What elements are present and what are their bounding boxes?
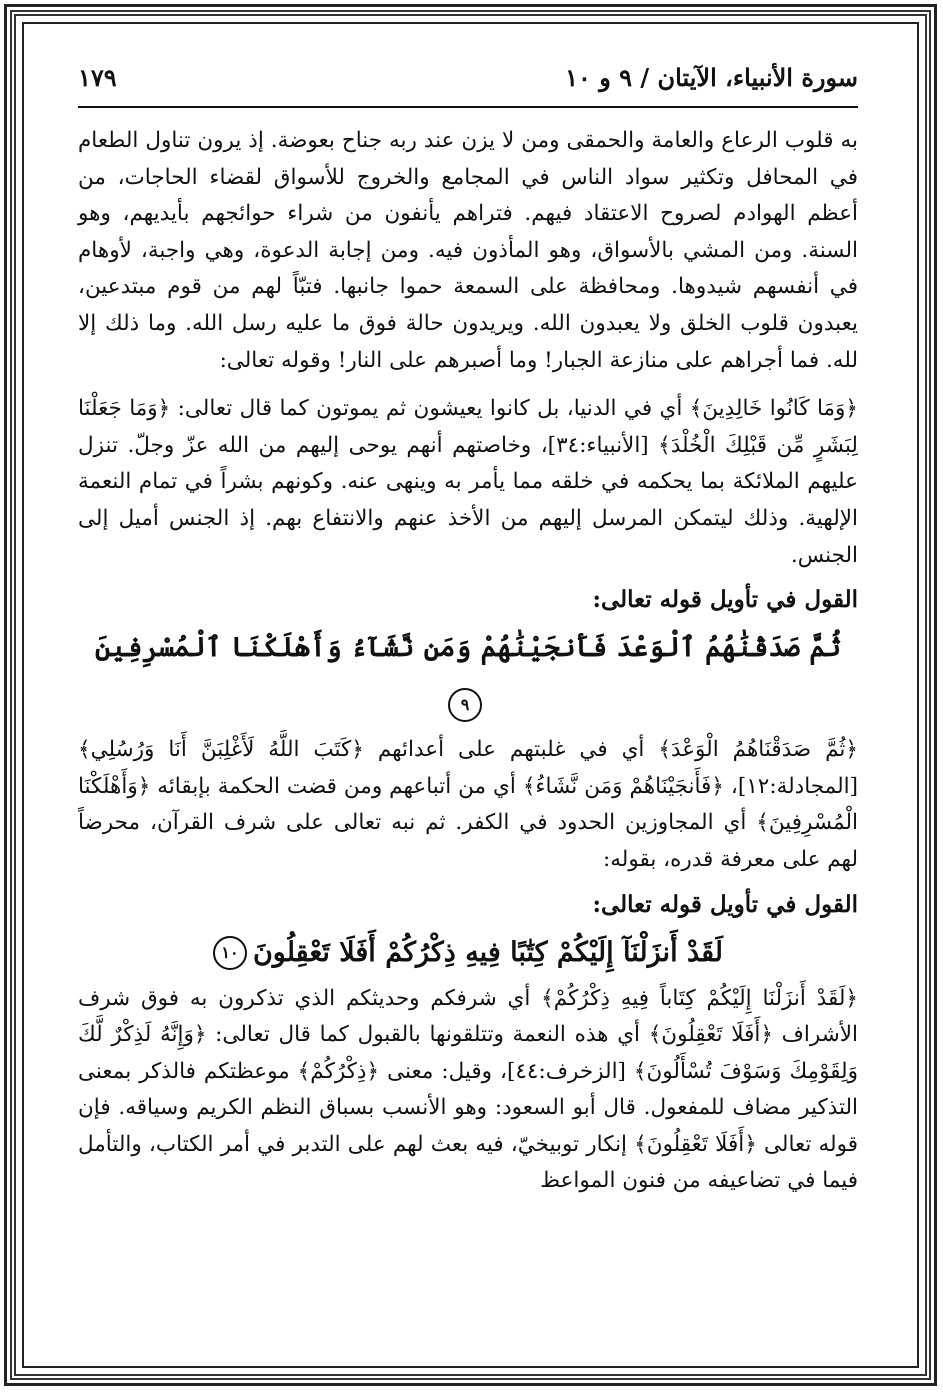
section-heading-1: القول في تأويل قوله تعالى: [592, 586, 858, 614]
ayah-number-10-badge: ١٠ [213, 936, 247, 970]
quran-verse-9 [78, 620, 858, 732]
section-heading-2: القول في تأويل قوله تعالى: [592, 890, 858, 918]
verse-text-9: ثُمَّ صَدَقْنَٰهُمُ ٱلْوَعْدَ فَأَنجَيْنَٰهُمْ وَمَن نَّشَآءُ وَأَهْلَكْنَا ٱلْمُسْرِفِينَ [94, 632, 842, 664]
verse-text-10: لَقَدْ أَنزَلْنَآ إِلَيْكُمْ كِتَٰبًا فِيهِ ذِكْرُكُمْ أَفَلَا تَعْقِلُونَ [252, 936, 724, 968]
quran-verse-10 [78, 925, 858, 981]
page-number: ١٧٩ [78, 63, 117, 92]
running-title: سورة الأنبياء، الآيتان / ٩ و ١٠ [565, 63, 858, 92]
page-content [78, 50, 858, 1340]
paragraph-2: ﴿وَمَا كَانُوا خَالِدِينَ﴾ أي في الدنيا، بل كانوا يعيشون ثم يموتون كما قال تعالى: ﴿وَمَا جَعَلْنَا لِبَشَرٍ مِّن قَبْلِكَ الْخُلْدَ﴾ [الأنبياء:٣٤]، وخاصتهم أنهم يوحى إليهم من الله عزّ وجلّ. تنزل عليهم الملائكة بما يحكمه في خلقه مما يأمر به وينهى عنه. وكونهم بشراً في تمام النعمة الإلهية. وذلك ليتمكن المرسل إليهم من الأخذ عنهم والانتفاع بهم. إذ الجنس أميل إلى الجنس. [78, 396, 858, 568]
paragraph-4: ﴿لَقَدْ أَنزَلْنَا إِلَيْكُمْ كِتَاباً فِيهِ ذِكْرُكُمْ﴾ أي شرفكم وحديثكم الذي تذكرون به فوق شرف الأشراف ﴿أَفَلَا تَعْقِلُونَ﴾ أي هذه النعمة وتتلقونها بالقبول كما قال تعالى: ﴿وَإِنَّهُ لَذِكْرٌ لَّكَ وَلِقَوْمِكَ وَسَوْفَ تُسْأَلُونَ﴾ [الزخرف:٤٤]، وقيل: معنى ﴿ذِكْرُكُمْ﴾ موعظتكم فالذكر بمعنى التذكير مضاف للمفعول. قال أبو السعود: وهو الأنسب بسباق النظم الكريم وسياقه. فإن قوله تعالى ﴿أَفَلَا تَعْقِلُونَ﴾ إنكار توبيخيّ، فيه بعث لهم على التدبر في أمر الكتاب، والتأمل فيما في تضاعيفه من فنون المواعظ [78, 985, 858, 1194]
paragraph-1: به قلوب الرعاع والعامة والحمقى ومن لا يزن عند ربه جناح بعوضة. إذ يرون تناول الطعام في المحافل وتكثير سواد الناس في المجامع والخروج للأسواق لقضاء الحاجات، من أعظم الهوادم لصروح الاعتقاد فيهم. فتراهم يأنفون من شراء حوائجهم بأيديهم، وهو السنة. ومن المشي بالأسواق، وهو المأذون فيه. ومن إجابة الدعوة، وهي واجبة، لأوهام في أنفسهم شيدوها. ومحافظة على السمعة حموا جانبها. فتبّاً لهم من قوم مبتدعين، يعبدون قلوب الخلق ولا يعبدون الله. ويريدون حالة فوق ما عليه رسل الله. وما ذلك إلا لله. فما أجراهم على منازعة الجبار! وما أصبرهم على النار! وقوله تعالى: [78, 128, 858, 373]
paragraph-3: ﴿ثُمَّ صَدَقْنَاهُمُ الْوَعْدَ﴾ أي في غلبتهم على أعدائهم ﴿كَتَبَ اللَّهُ لَأَغْلِبَنَّ أَنَا وَرُسُلِي﴾ [المجادلة:١٢]، ﴿فَأَنجَيْنَاهُمْ وَمَن نَّشَاءُ﴾ أي من أتباعهم ومن قضت الحكمة بإبقائه ﴿وَأَهْلَكْنَا الْمُسْرِفِينَ﴾ أي المجاوزين الحدود في الكفر. ثم نبه تعالى على شرف القرآن، محرضاً لهم على معرفة قدره، بقوله: [78, 737, 858, 872]
ayah-number-9-badge: ٩ [448, 688, 482, 722]
page-header [78, 50, 858, 108]
